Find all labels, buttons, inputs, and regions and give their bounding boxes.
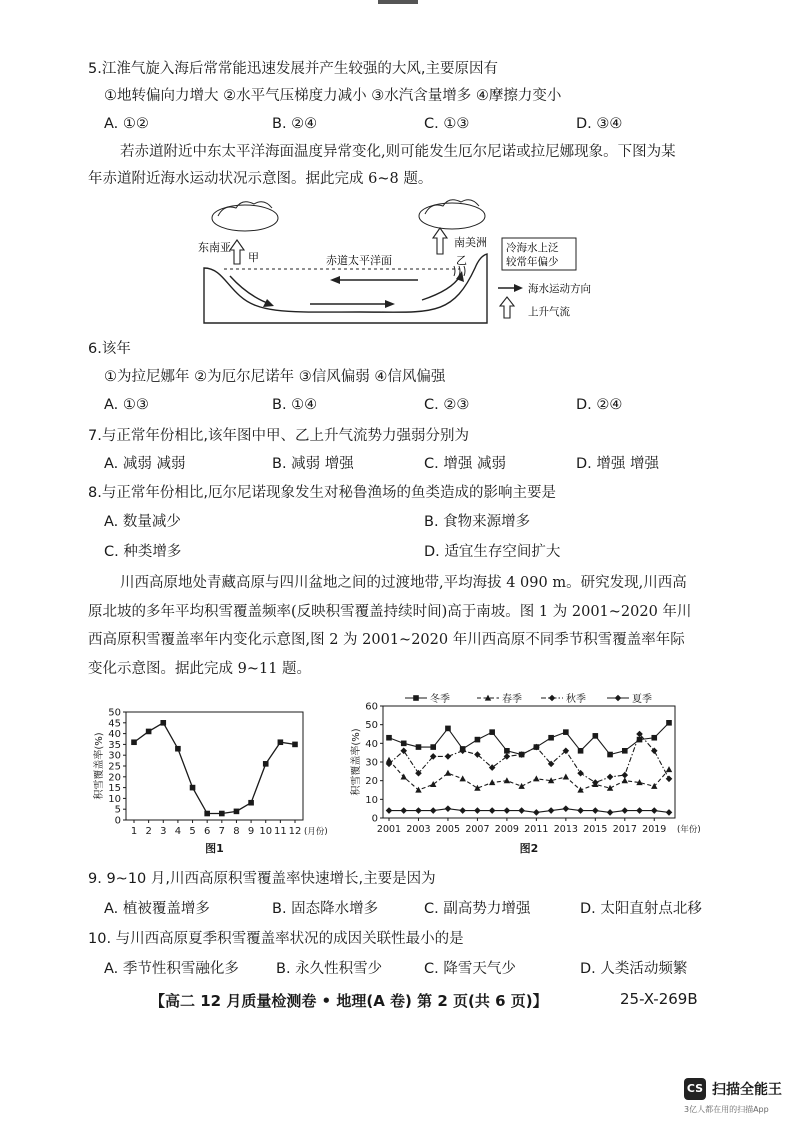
chart2-ytick-label: 50 [365,720,378,732]
chart1-point [248,800,254,806]
chart2-xtick-label: 2013 [553,824,578,835]
chart2-point-0 [666,720,672,726]
chart1-ytick-label: 45 [108,718,121,730]
chart1-xtick-label: 8 [233,826,240,837]
chart2-point-0 [416,744,422,750]
chart2-legend-marker-0 [413,695,419,701]
right-place-label: 南美洲 [454,236,487,249]
chart1-point [234,809,240,815]
q7-option-d: D. 增强 增强 [576,456,659,472]
q8-option-d: D. 适宜生存空间扩大 [424,544,561,560]
chart1-ytick-label: 30 [108,750,121,762]
chart1-ytick-label: 35 [108,739,121,751]
chart2-point-0 [563,729,569,735]
chart2-legend-label-2: 秋季 [566,694,586,705]
rising-air-arrow-yi [433,228,447,254]
chart2-legend-marker-2 [549,695,556,702]
note-line2: 较常年偏少 [506,256,559,268]
q5-stem: 5.江淮气旋入海后常常能迅速发展并产生较强的大风,主要原因有 [88,61,498,77]
chart2-point-0 [593,733,599,739]
chart1-xtick-label: 1 [130,826,138,837]
chart2-point-3 [621,807,628,814]
chart2-point-3 [489,807,496,814]
footer-code: 25-X-269B [620,990,698,1008]
q6-option-c: C. ②③ [424,397,470,413]
chart1-y-axis-title: 积雪覆盖率(%) [94,732,105,800]
q8-option-b: B. 食物来源增多 [424,514,531,530]
chart2-point-0 [430,744,436,750]
intro2-line2: 原北坡的多年平均积雪覆盖频率(反映积雪覆盖持续时间)高于南坡。图 1 为 2001~2020 年川 [88,604,692,620]
chart2-point-2 [577,770,584,777]
chart2-ytick-label: 10 [365,794,378,806]
chart2-y-axis-title: 积雪覆盖率(%) [351,728,362,796]
intro1-line2: 年赤道附近海水运动状况示意图。据此完成 6~8 题。 [88,171,433,187]
sea-surface-label: 赤道太平洋面 [326,254,392,267]
chart-monthly-snow-cover [88,700,328,860]
intro2-line3: 西高原积雪覆盖率年内变化示意图,图 2 为 2001~2020 年川西高原不同季节积雪覆盖率年际 [88,632,685,648]
chart2-point-3 [636,807,643,814]
chart1-xtick-label: 4 [174,826,182,837]
chart2-point-1 [445,770,451,776]
chart2-xtick-label: 2001 [376,824,402,835]
chart2-point-3 [415,807,422,814]
chart2-point-2 [607,774,614,781]
q5-option-c: C. ①③ [424,116,470,132]
chart2-point-2 [400,748,407,755]
chart2-point-3 [563,805,570,812]
q10-option-b: B. 永久性积雪少 [276,961,383,977]
chart2-point-0 [622,748,628,754]
chart2-point-2 [445,753,452,760]
chart2-point-3 [651,807,658,814]
chart1-ytick-label: 0 [114,815,121,827]
q6-stem: 6.该年 [88,341,131,357]
chart2-xtick-label: 2017 [612,824,637,835]
q7-option-c: C. 增强 减弱 [424,456,506,472]
chart2-point-0 [607,752,613,758]
chart2-xtick-label: 2019 [642,824,667,835]
chart1-ytick-label: 5 [114,804,121,816]
scanner-logo-icon: CS [684,1078,706,1100]
q8-stem: 8.与正常年份相比,厄尔尼诺现象发生对秘鲁渔场的鱼类造成的影响主要是 [88,485,556,501]
chart1-xtick-label: 5 [189,826,196,837]
q10-option-a: A. 季节性积雪融化多 [104,961,239,977]
chart-seasonal-snow-cover [345,692,715,860]
chart2-point-3 [533,809,540,816]
q7-option-a: A. 减弱 减弱 [104,456,186,472]
chart1-ytick-label: 50 [108,707,121,719]
chart1-xtick-label: 6 [203,826,211,837]
chart2-point-1 [533,775,539,781]
chart1-title: 图1 [205,842,224,855]
chart2-xtick-label: 2003 [406,824,431,835]
chart1-point [204,811,210,817]
q9-option-d: D. 太阳直射点北移 [580,901,702,917]
chart2-point-3 [577,807,584,814]
chart2-point-2 [666,776,673,783]
chart2-point-1 [459,775,465,781]
legend-air-arrow-icon [500,297,514,318]
chart2-point-0 [504,748,510,754]
q6-option-d: D. ②④ [576,397,623,413]
q6-items: ①为拉尼娜年 ②为厄尔尼诺年 ③信风偏弱 ④信风偏强 [104,369,446,385]
chart2-legend-label-0: 冬季 [430,694,450,705]
chart2-point-3 [386,807,393,814]
q8-option-c: C. 种类增多 [104,544,182,560]
chart2-point-0 [445,726,451,732]
q5-option-b: B. ②④ [272,116,318,132]
scanner-tagline: 3亿人都在用的扫描App [684,1105,769,1114]
q9-option-c: C. 副高势力增强 [424,901,531,917]
note-line1: 冷海水上泛 [506,242,559,254]
chart2-xtick-label: 2005 [435,824,461,835]
left-place-label: 东南亚 [198,241,231,254]
chart1-point [131,739,137,745]
chart1-x-axis-title: (月份) [304,827,328,837]
intro1-line1: 若赤道附近中东太平洋海面温度异常变化,则可能发生厄尔尼诺或拉尼娜现象。下图为某 [120,144,676,160]
q6-option-b: B. ①④ [272,397,318,413]
curve-arrow-icon [263,299,274,307]
chart2-ytick-label: 30 [365,757,378,769]
chart1-xtick-label: 3 [160,826,167,837]
chart1-ytick-label: 20 [108,772,121,784]
ocean-circulation-diagram [190,196,610,336]
chart2-point-0 [548,735,554,741]
chart2-point-0 [401,741,407,747]
label-jia: 甲 [248,251,259,264]
q6-option-a: A. ①③ [104,397,149,413]
q10-option-d: D. 人类活动频繁 [580,961,688,977]
chart2-point-3 [400,807,407,814]
chart1-ytick-label: 15 [108,783,121,795]
chart1-point [160,720,166,726]
chart2-point-3 [592,807,599,814]
chart2-point-3 [459,807,466,814]
chart2-point-3 [430,807,437,814]
intro2-line4: 变化示意图。据此完成 9~11 题。 [88,661,312,677]
chart1-point [219,811,225,817]
q10-option-c: C. 降雪天气少 [424,961,516,977]
q5-items: ①地转偏向力增大 ②水平气压梯度力减小 ③水汽含量增多 ④摩擦力变小 [104,88,562,104]
cloud-icon-left [212,202,278,231]
chart1-point [175,746,181,752]
chart2-point-0 [489,729,495,735]
chart2-ytick-label: 40 [365,738,378,750]
chart2-point-3 [548,807,555,814]
chart1-xtick-label: 10 [259,826,273,837]
chart1-point [190,785,196,791]
chart2-ytick-label: 0 [371,813,378,825]
label-yi: 乙 [456,254,467,267]
q9-option-a: A. 植被覆盖增多 [104,901,210,917]
cloud-icon-right [419,200,485,229]
chart2-point-0 [651,735,657,741]
scanner-name: 扫描全能王 [712,1082,782,1098]
chart2-point-1 [563,774,569,780]
chart2-xtick-label: 2015 [583,824,608,835]
chart2-ytick-label: 60 [365,701,378,713]
chart2-legend-label-1: 春季 [502,694,522,705]
chart2-point-3 [518,807,525,814]
page-footer [150,990,698,1011]
chart2-point-0 [475,737,481,743]
chart1-point [146,729,152,735]
west-arrow-icon [330,276,340,284]
legend-water-label: 海水运动方向 [528,283,591,295]
footer-text: 【高二 12 月质量检测卷 • 地理(A 卷) 第 2 页(共 6 页)】 [150,992,548,1010]
chart1-point [263,761,269,767]
chart1-xtick-label: 7 [218,826,226,837]
chart2-point-1 [489,779,495,785]
chart2-point-1 [401,774,407,780]
chart2-point-2 [651,748,658,755]
chart2-point-3 [607,809,614,816]
chart1-point [278,739,284,745]
chart2-legend-label-3: 夏季 [632,694,652,705]
chart1-xtick-label: 9 [247,826,255,837]
chart2-point-1 [430,781,436,787]
chart2-point-3 [504,807,511,814]
chart1-xtick-label: 11 [273,826,287,837]
q7-option-b: B. 减弱 增强 [272,456,354,472]
chart1-frame [126,712,303,820]
east-arrow-icon [385,300,395,308]
chart1-point [292,742,298,748]
chart2-point-0 [578,748,584,754]
chart2-point-1 [651,783,657,789]
chart2-point-1 [415,787,421,793]
chart2-point-1 [666,766,672,772]
chart2-point-2 [621,772,628,779]
chart1-xtick-label: 2 [145,826,152,837]
chart1-ytick-label: 10 [108,793,121,805]
legend-water-arrow-icon [514,284,523,292]
chart2-point-3 [666,809,673,816]
rising-air-arrow-jia [230,240,244,264]
scan-edge-mark [378,0,418,4]
chart2-legend-marker-3 [615,695,622,702]
chart2-point-1 [504,777,510,783]
legend-air-label: 上升气流 [528,306,570,318]
chart2-point-1 [518,783,524,789]
q5-option-a: A. ①② [104,116,149,132]
chart2-xtick-label: 2007 [465,824,490,835]
chart2-xtick-label: 2011 [524,824,549,835]
q9-stem: 9. 9~10 月,川西高原积雪覆盖率快速增长,主要是因为 [88,871,436,887]
chart2-point-3 [445,805,452,812]
chart1-ytick-label: 40 [108,729,121,741]
chart2-point-3 [474,807,481,814]
chart1-series-line [134,723,295,814]
chart1-ytick-label: 25 [108,761,121,773]
chart2-point-0 [386,735,392,741]
q7-stem: 7.与正常年份相比,该年图中甲、乙上升气流势力强弱分别为 [88,428,469,444]
chart1-xtick-label: 12 [288,826,302,837]
chart2-xtick-label: 2009 [494,824,519,835]
chart2-frame [383,706,675,818]
q8-option-a: A. 数量减少 [104,514,181,530]
q5-option-d: D. ③④ [576,116,623,132]
chart2-x-axis-title: (年份) [677,825,701,835]
q9-option-b: B. 固态降水增多 [272,901,379,917]
chart2-ytick-label: 20 [365,776,378,788]
chart2-title: 图2 [519,842,539,855]
q10-stem: 10. 与川西高原夏季积雪覆盖率状况的成因关联性最小的是 [88,931,464,947]
intro2-line1: 川西高原地处青藏高原与四川盆地之间的过渡地带,平均海拔 4 090 m。研究发现,川西高 [120,575,687,591]
